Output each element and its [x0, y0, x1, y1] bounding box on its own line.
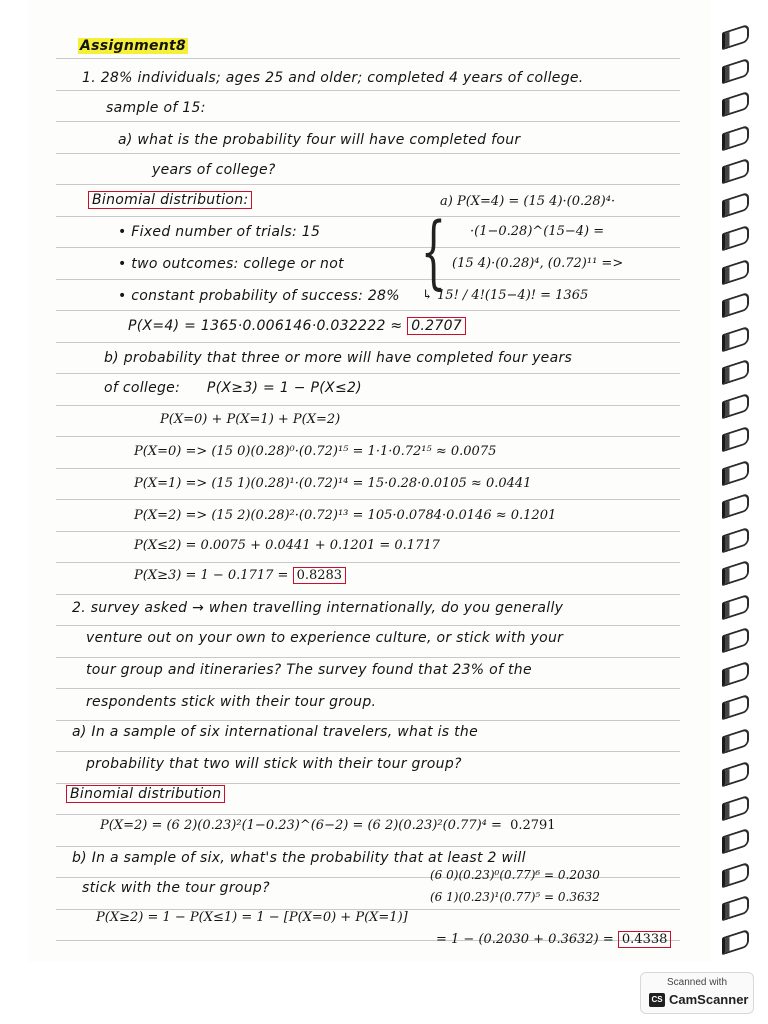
spiral-coil — [722, 125, 749, 152]
ruled-line — [56, 184, 680, 185]
spiral-coil — [722, 895, 749, 922]
ruled-line — [56, 531, 680, 532]
spiral-coil — [722, 460, 749, 487]
spiral-coil — [722, 627, 749, 654]
q1b-p0: P(X=0) => (15 0)(0.28)⁰·(0.72)¹⁵ = 1·1·0.72¹⁵ ≈ 0.0075 — [134, 444, 497, 459]
spiral-coil — [722, 24, 749, 51]
q2-distribution-label — [66, 786, 225, 802]
q1-constant-prob: • constant probability of success: 28% — [118, 288, 400, 304]
scanned-with-text: Scanned with — [666, 977, 728, 988]
q1-calc-step-4: ↳ 15! / 4!(15−4)! = 1365 — [422, 288, 589, 303]
q2a-result: 0.2791 — [510, 818, 556, 833]
spiral-coil — [722, 292, 749, 319]
spiral-coil — [722, 158, 749, 185]
q1b-result-expr: P(X≥3) = 1 − 0.1717 = — [134, 568, 289, 583]
spiral-coil — [722, 661, 749, 688]
q1a-result-row — [128, 318, 466, 334]
spiral-coil — [722, 192, 749, 219]
q1a-question: a) what is the probability four will have completed four — [118, 132, 521, 148]
q2b-result: 0.4338 — [618, 931, 672, 948]
ruled-line — [56, 279, 680, 280]
ruled-line — [56, 720, 680, 721]
ruled-line — [56, 594, 680, 595]
spiral-coil — [722, 393, 749, 420]
q1b-le2: P(X≤2) = 0.0075 + 0.0441 + 0.1201 = 0.1717 — [134, 538, 440, 553]
q1b-p1: P(X=1) => (15 1)(0.28)¹·(0.72)¹⁴ = 15·0.28·0.0105 ≈ 0.0441 — [134, 476, 532, 491]
q2b-question-cont: stick with the tour group? — [82, 880, 270, 896]
spiral-coil — [722, 929, 749, 956]
q2-intro-1: 2. survey asked → when travelling internationally, do you generally — [72, 600, 564, 616]
ruled-line — [56, 153, 680, 154]
q1b-sum: P(X=0) + P(X=1) + P(X=2) — [160, 412, 341, 427]
ruled-line — [56, 846, 680, 847]
q2a-calc-row — [100, 818, 556, 833]
q1b-question: b) probability that three or more will have completed four years — [104, 350, 573, 366]
curly-brace: { — [420, 205, 447, 298]
spiral-coil — [722, 326, 749, 353]
spiral-binding — [716, 24, 756, 944]
ruled-line — [56, 342, 680, 343]
q2b-p0: (6 0)(0.23)⁰(0.77)⁶ = 0.2030 — [430, 868, 600, 882]
q2b-p1: (6 1)(0.23)¹(0.77)⁵ = 0.3632 — [430, 890, 600, 904]
q1b-complement: P(X≥3) = 1 − P(X≤2) — [206, 380, 362, 396]
q1b-question-cont — [104, 380, 362, 396]
spiral-coil — [722, 761, 749, 788]
q2-distribution-box: Binomial distribution — [66, 785, 225, 803]
spiral-coil — [722, 594, 749, 621]
q1-calc-step-2: ·(1−0.28)^(15−4) = — [470, 224, 605, 239]
q1b-p2: P(X=2) => (15 2)(0.28)²·(0.72)¹³ = 105·0.0784·0.0146 ≈ 0.1201 — [134, 508, 557, 523]
ruled-line — [56, 499, 680, 500]
title-highlight: Assignment8 — [80, 38, 187, 54]
q1b-question-cont-text: of college: — [104, 380, 181, 396]
ruled-line — [56, 90, 680, 91]
q2b-final-row — [436, 932, 671, 947]
spiral-coil — [722, 560, 749, 587]
ruled-line — [56, 310, 680, 311]
spiral-coil — [722, 259, 749, 286]
camscanner-badge — [640, 972, 754, 1014]
spiral-coil — [722, 527, 749, 554]
ruled-line — [56, 688, 680, 689]
q2b-question: b) In a sample of six, what's the probability that at least 2 will — [72, 850, 526, 866]
ruled-line — [56, 468, 680, 469]
q1b-result: 0.8283 — [293, 567, 347, 584]
q1-calc-step-3: (15 4)·(0.28)⁴, (0.72)¹¹ => — [452, 256, 624, 271]
ruled-line — [56, 657, 680, 658]
ruled-line — [56, 405, 680, 406]
camscanner-name: CamScanner — [669, 992, 749, 1007]
ruled-line — [56, 247, 680, 248]
q1-two-outcomes: • two outcomes: college or not — [118, 256, 344, 272]
q1b-result-row — [134, 568, 346, 583]
ruled-line — [56, 58, 680, 59]
spiral-coil — [722, 862, 749, 889]
q2b-final-expr: = 1 − (0.2030 + 0.3632) = — [436, 932, 614, 947]
spiral-coil — [722, 426, 749, 453]
q2-intro-3: tour group and itineraries? The survey found that 23% of the — [86, 662, 532, 678]
ruled-line — [56, 625, 680, 626]
spiral-coil — [722, 828, 749, 855]
assignment-title — [78, 38, 188, 54]
ruled-line — [56, 751, 680, 752]
q1-sample: sample of 15: — [106, 100, 206, 116]
spiral-coil — [722, 694, 749, 721]
q2a-question-cont: probability that two will stick with their tour group? — [86, 756, 462, 772]
q1-distribution-box: Binomial distribution: — [88, 191, 252, 209]
q1-calc-step-1: a) P(X=4) = (15 4)·(0.28)⁴· — [440, 194, 616, 209]
spiral-coil — [722, 91, 749, 118]
camscanner-logo-icon: CS — [649, 993, 665, 1007]
spiral-coil — [722, 58, 749, 85]
q1a-result: 0.2707 — [407, 317, 466, 335]
ruled-line — [56, 216, 680, 217]
q2b-complement: P(X≥2) = 1 − P(X≤1) = 1 − [P(X=0) + P(X=1)] — [96, 910, 408, 925]
spiral-coil — [722, 728, 749, 755]
ruled-line — [56, 121, 680, 122]
ruled-line — [56, 562, 680, 563]
spiral-coil — [722, 225, 749, 252]
spiral-coil — [722, 359, 749, 386]
q1-distribution-label — [88, 192, 252, 208]
spiral-coil — [722, 493, 749, 520]
ruled-line — [56, 373, 680, 374]
q2-intro-4: respondents stick with their tour group. — [86, 694, 377, 710]
q1a-result-expr: P(X=4) = 1365·0.006146·0.032222 ≈ — [128, 318, 403, 334]
q2a-question: a) In a sample of six international travelers, what is the — [72, 724, 479, 740]
ruled-line — [56, 783, 680, 784]
q1-fixed-trials: • Fixed number of trials: 15 — [118, 224, 321, 240]
q2-intro-2: venture out on your own to experience culture, or stick with your — [86, 630, 564, 646]
spiral-coil — [722, 795, 749, 822]
q2a-calc: P(X=2) = (6 2)(0.23)²(1−0.23)^(6−2) = (6 2)(0.23)²(0.77)⁴ = — [100, 818, 502, 833]
ruled-line — [56, 814, 680, 815]
q1a-question-cont: years of college? — [152, 162, 276, 178]
q1-intro: 1. 28% individuals; ages 25 and older; completed 4 years of college. — [82, 70, 584, 86]
ruled-line — [56, 436, 680, 437]
